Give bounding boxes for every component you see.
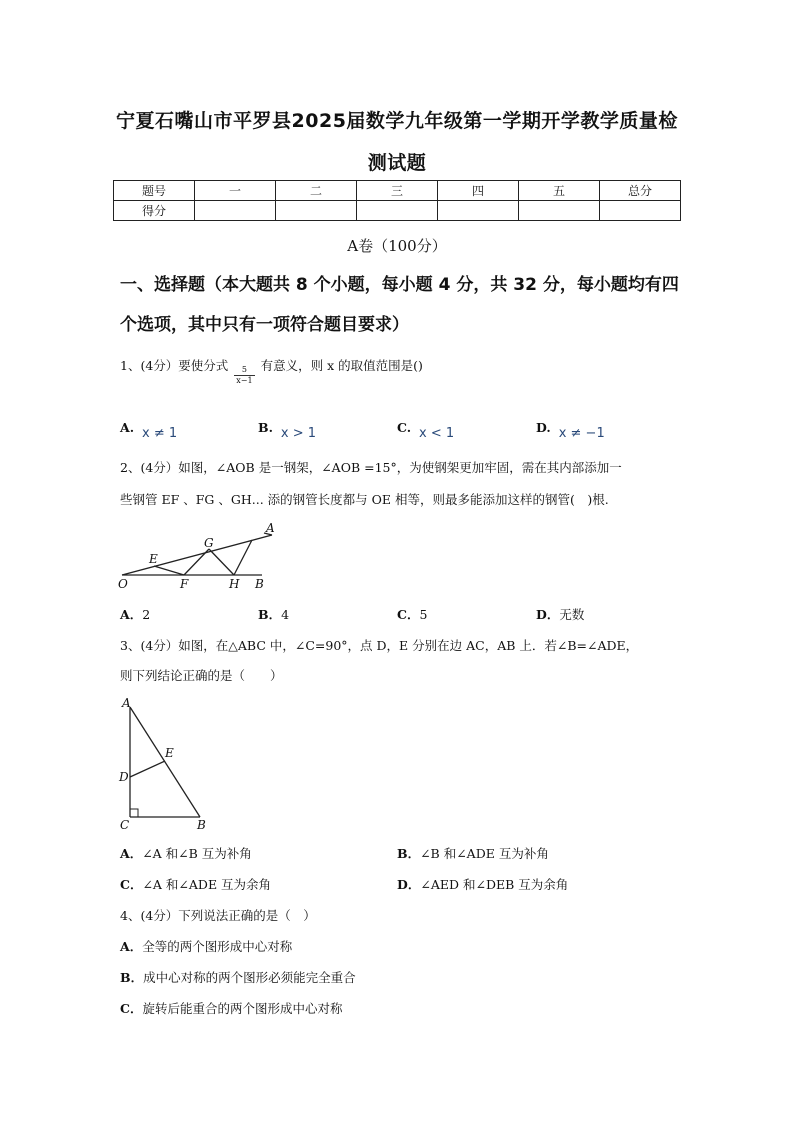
ray-oa (122, 535, 272, 575)
option-value: x > 1 (280, 426, 316, 441)
label-o: O (118, 577, 128, 591)
option-value: x ≠ −1 (558, 426, 605, 441)
exam-title-line2: 测试题 (367, 152, 427, 174)
score-header-cell: 三 (357, 181, 438, 201)
option-value: ∠AED 和∠DEB 互为余角 (420, 877, 569, 892)
q3-option-a[interactable] (120, 844, 252, 862)
option-value: x ≠ 1 (142, 426, 178, 441)
option-value: 4 (281, 607, 290, 622)
side-ab (130, 707, 200, 817)
option-value: 2 (142, 607, 151, 622)
score-header-cell: 题号 (114, 181, 195, 201)
label-b: B (197, 818, 206, 832)
option-label: A． (120, 607, 143, 622)
option-label: A． (120, 939, 143, 954)
option-label: C． (397, 607, 420, 622)
score-header-cell: 五 (519, 181, 600, 201)
segment-gh (209, 549, 234, 575)
option-value: ∠A 和∠B 互为补角 (142, 846, 252, 861)
q4-option-a[interactable] (120, 937, 292, 955)
label-d: D (119, 770, 129, 784)
q1-option-a[interactable] (120, 420, 178, 441)
option-value: x < 1 (419, 426, 455, 441)
label-a: A (266, 521, 275, 535)
question-2-line1: 2、(4分）如图，∠AOB 是一钢架，∠AOB =15°，为使钢架更加牢固，需在其内部添加一 (120, 460, 622, 475)
label-f: F (180, 577, 189, 591)
option-value: 成中心对称的两个图形必须能完全重合 (143, 970, 356, 985)
segment-fg (184, 549, 209, 575)
option-value: 全等的两个图形成中心对称 (142, 939, 293, 954)
option-value: 5 (419, 607, 428, 622)
part1-heading: 一、选择题（本大题共 8 个小题，每小题 4 分，共 32 分，每小题均有四个选项，其中只有一项符合题目要求） (120, 275, 679, 335)
q2-option-a[interactable] (120, 605, 150, 623)
option-label: A. (120, 420, 135, 435)
q3-option-d[interactable] (397, 875, 568, 893)
segment-de (130, 761, 165, 777)
q3-figure (112, 693, 212, 833)
q1-option-b[interactable] (258, 420, 316, 441)
option-label: B. (258, 420, 273, 435)
q1-frac-den: x−1 (236, 376, 253, 385)
option-label: B． (120, 970, 144, 985)
question-3-line2: 则下列结论正确的是（ ） (120, 668, 283, 683)
score-table-score-row (114, 201, 681, 221)
label-e: E (165, 746, 174, 760)
label-h: H (229, 577, 240, 591)
question-3-line1: 3、(4分）如图，在△ABC 中，∠C=90°，点 D，E 分别在边 AC，AB 上．若∠B=∠ADE， (120, 638, 639, 653)
label-g: G (204, 536, 214, 550)
score-header-cell: 一 (195, 181, 276, 201)
q1-option-c[interactable] (397, 420, 455, 441)
label-b: B (255, 577, 264, 591)
option-label: B． (397, 846, 421, 861)
label-c: C (120, 818, 130, 832)
q4-option-c[interactable] (120, 999, 342, 1017)
exam-title-line1: 宁夏石嘴山市平罗县2025届数学九年级第一学期开学教学质量检 (116, 110, 678, 132)
q1-suffix: 有意义，则 x 的取值范围是() (260, 358, 423, 373)
option-value: ∠B 和∠ADE 互为补角 (420, 846, 549, 861)
q1-fraction (234, 365, 254, 386)
label-a: A (122, 696, 131, 710)
option-label: C． (120, 1001, 143, 1016)
option-label: D． (397, 877, 421, 892)
score-cell (357, 201, 438, 221)
score-header-cell: 四 (438, 181, 519, 201)
q2-option-b[interactable] (258, 605, 289, 623)
option-label: D． (536, 607, 560, 622)
q1-prefix: 1、(4分）要使分式 (120, 358, 229, 373)
q1-option-d[interactable] (536, 420, 605, 441)
question-4-stem: 4、(4分）下列说法正确的是（ ） (120, 908, 316, 923)
option-value: 无数 (559, 607, 585, 622)
q1-frac-num: 5 (234, 365, 254, 376)
segment-h-to-oa (234, 540, 252, 575)
right-angle-marker (130, 809, 138, 817)
option-label: A． (120, 846, 143, 861)
q3-option-b[interactable] (397, 844, 549, 862)
score-cell (519, 201, 600, 221)
option-value: ∠A 和∠ADE 互为余角 (142, 877, 272, 892)
score-header-cell: 二 (276, 181, 357, 201)
segment-ef (154, 566, 184, 575)
score-header-cell: 总分 (600, 181, 681, 201)
q4-option-b[interactable] (120, 968, 356, 986)
q2-option-c[interactable] (397, 605, 427, 623)
option-label: C． (120, 877, 143, 892)
question-2-line2: 些钢管 EF 、FG 、GH... 添的钢管长度都与 OE 相等，则最多能添加这样的钢管( )根. (120, 492, 609, 507)
score-cell (195, 201, 276, 221)
option-label: D. (536, 420, 551, 435)
q3-option-c[interactable] (120, 875, 271, 893)
q2-option-d[interactable] (536, 605, 584, 623)
score-table-header-row (114, 181, 681, 201)
option-value: 旋转后能重合的两个图形成中心对称 (142, 1001, 343, 1016)
score-cell (438, 201, 519, 221)
score-row-label: 得分 (114, 201, 195, 221)
score-cell (600, 201, 681, 221)
label-e: E (149, 552, 158, 566)
question-1-stem (120, 356, 423, 385)
option-label: C. (397, 420, 412, 435)
section-a-heading: A卷（100分） (347, 237, 447, 255)
option-label: B． (258, 607, 282, 622)
q2-figure (112, 518, 282, 594)
score-table (113, 180, 681, 221)
score-cell (276, 201, 357, 221)
